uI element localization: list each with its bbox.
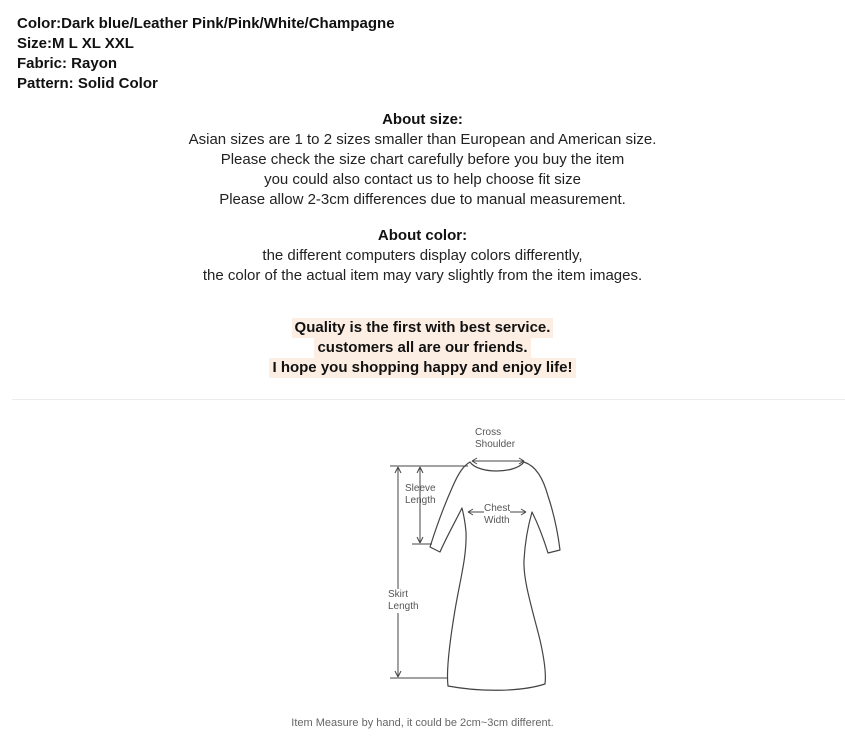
about-size-line: Asian sizes are 1 to 2 sizes smaller than European and American size. xyxy=(188,131,657,148)
cross-shoulder-label: Cross Shoulder xyxy=(475,427,516,450)
product-specs xyxy=(17,14,395,94)
about-color-line: the color of the actual item may vary slightly from the item images. xyxy=(202,267,643,284)
quality-line: Quality is the first with best service. xyxy=(292,318,554,338)
measurement-caption: Item Measure by hand, it could be 2cm~3cm different. xyxy=(291,717,554,729)
skirt-length-label: Skirt Length xyxy=(388,589,419,612)
quality-line: I hope you shopping happy and enjoy life! xyxy=(269,358,575,378)
about-size-line: Please allow 2-3cm differences due to manual measurement. xyxy=(219,191,626,208)
about-color-title: About color: xyxy=(377,227,468,244)
about-color-line: the different computers display colors differently, xyxy=(262,247,583,264)
sleeve-length-label: Sleeve Length xyxy=(405,483,436,506)
dress-outline-icon xyxy=(0,400,845,736)
measurement-diagram xyxy=(0,400,845,736)
spec-fabric: Fabric: Rayon xyxy=(17,55,118,72)
quality-line: customers all are our friends. xyxy=(314,338,530,358)
about-size-title: About size: xyxy=(382,111,463,128)
about-color-section xyxy=(0,226,845,286)
spec-color: Color:Dark blue/Leather Pink/Pink/White/Champagne xyxy=(17,15,395,32)
spec-size: Size:M L XL XXL xyxy=(17,35,134,52)
about-size-section xyxy=(0,110,845,210)
about-size-line: Please check the size chart carefully before you buy the item xyxy=(220,151,625,168)
spec-pattern: Pattern: Solid Color xyxy=(17,75,158,92)
chest-width-label: Chest Width xyxy=(484,503,511,526)
about-size-line: you could also contact us to help choose fit size xyxy=(264,171,581,188)
quality-section xyxy=(0,318,845,378)
